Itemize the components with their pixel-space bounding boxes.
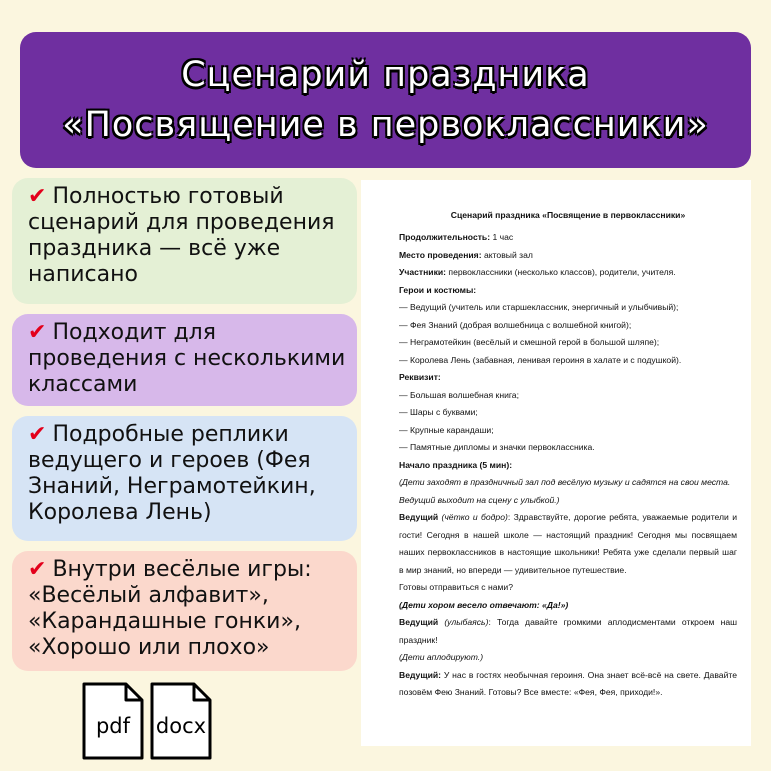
doc-applause: (Дети аплодируют.) (399, 652, 484, 662)
doc-prop-item: — Крупные карандаши; (399, 424, 494, 435)
doc-hero-item: — Ведущий (учитель или старшеклассник, энергичный и улыбчивый); (399, 302, 679, 312)
document-preview (361, 180, 751, 746)
doc-host-speech: Ведущий (улыбаясь): Тогда давайте громкими аплодисментами откроем наш (399, 617, 737, 627)
doc-props-heading: Реквизит: (399, 372, 441, 382)
docx-file-icon (150, 682, 212, 760)
pdf-file-icon (82, 682, 144, 760)
doc-hero-item: — Королева Лень (забавная, ленивая героиня в халате и с подушкой). (399, 354, 682, 365)
doc-host-speech-line: в мир знаний, но впереди — удивительное путешествие. (399, 564, 627, 575)
feature-text: Полностью готовый сценарий для проведения праздника — всё уже написано (28, 184, 335, 287)
check-icon: ✔ (28, 320, 47, 345)
doc-host-speech-line: гости! Сегодня в нашей школе — настоящий праздник! Сегодня мы посвящаем (399, 529, 737, 540)
pdf-label: pdf (95, 714, 131, 738)
doc-hero-item: — Неграмотейкин (весёлый и смешной герой в большой шляпе); (399, 337, 660, 347)
doc-host-speech-line: наших первоклассников в настоящие школьники! Ребята уже сделали первый шаг (399, 547, 737, 557)
doc-prop-item: — Памятные дипломы и значки первоклассника. (399, 442, 595, 452)
check-icon: ✔ (28, 184, 47, 209)
check-icon: ✔ (28, 422, 47, 447)
feature-text: Внутри весёлые игры: «Весёлый алфавит», «Карандашные гонки», «Хорошо или плохо» (28, 557, 312, 660)
doc-prop-item: — Большая волшебная книга; (399, 389, 519, 400)
doc-host-speech: Ведущий: У нас в гостях необычная героиня. Она знает всё-всё на свете. Давайте (399, 669, 737, 680)
feature-card-detailed-lines (12, 416, 357, 541)
doc-participants: Участники: первоклассники (несколько классов), родители, учителя. (399, 267, 676, 277)
doc-intro-line: Ведущий выходит на сцену с улыбкой.) (399, 494, 560, 505)
doc-title: Сценарий праздника «Посвящение в первоклассники» (450, 210, 686, 220)
doc-host-speech-line: праздник! (399, 634, 438, 645)
docx-label: docx (155, 714, 207, 738)
banner-title-line1: Сценарий праздника (181, 55, 590, 95)
title-banner (20, 32, 751, 168)
feature-card-ready-script (12, 178, 357, 304)
check-icon: ✔ (28, 557, 47, 582)
doc-host-speech-line: позовём Фею Знаний. Готовы? Все вместе: «Фея, Фея, приходи!». (399, 687, 663, 697)
doc-duration: Продолжительность: 1 час (399, 232, 514, 242)
banner-title-line2: «Посвящение в первоклассники» (62, 105, 709, 145)
doc-place: Место проведения: актовый зал (399, 249, 533, 260)
doc-hero-item: — Фея Знаний (добрая волшебница с волшебной книгой); (399, 319, 632, 330)
feature-card-multiple-classes (12, 314, 357, 406)
doc-start-heading: Начало праздника (5 мин): (399, 459, 513, 470)
doc-kids-answer: (Дети хором весело отвечают: «Да!») (399, 599, 569, 610)
doc-intro-line: (Дети заходят в праздничный зал под весёлую музыку и садятся на свои места. (399, 477, 731, 487)
feature-text: Подходит для проведения с несколькими классами (28, 320, 346, 397)
feature-text: Подробные реплики ведущего и героев (Фея Знаний, Неграмотейкин, Королева Лень) (28, 422, 316, 525)
doc-prop-item: — Шары с буквами; (399, 407, 478, 417)
doc-heroes-heading: Герои и костюмы: (399, 284, 477, 295)
doc-host-speech-line: Готовы отправиться с нами? (399, 582, 513, 592)
doc-host-speech: Ведущий (чётко и бодро): Здравствуйте, дорогие ребята, уважаемые родители и (399, 512, 738, 522)
feature-card-games (12, 551, 357, 671)
